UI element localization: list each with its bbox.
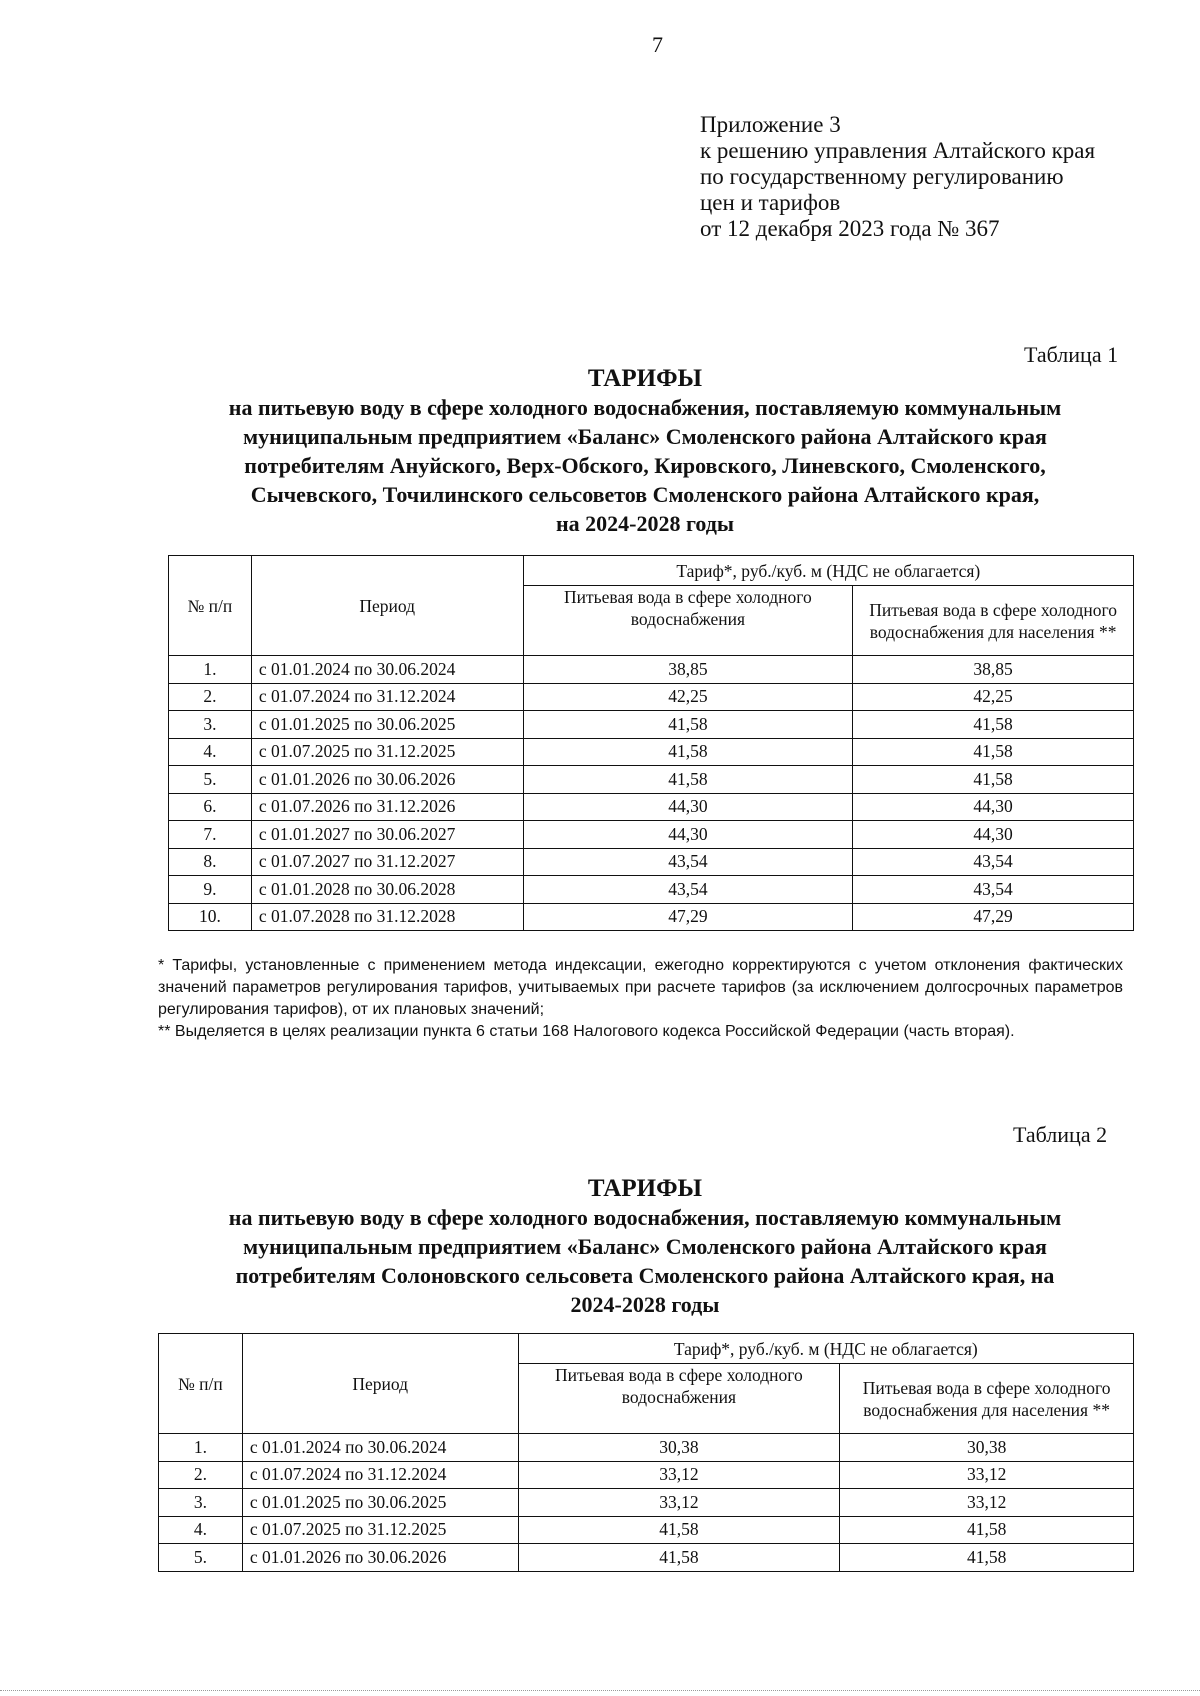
row-period: с 01.01.2025 по 30.06.2025: [242, 1489, 518, 1517]
row-value-population: 33,12: [840, 1461, 1134, 1489]
row-value-water: 47,29: [523, 903, 853, 931]
header-num: № п/п: [169, 556, 252, 656]
row-value-population: 41,58: [840, 1544, 1134, 1572]
header-col2: Питьевая вода в сфере холодного водоснабжения для населения **: [840, 1364, 1134, 1434]
row-period: с 01.01.2024 по 30.06.2024: [242, 1434, 518, 1462]
table-row: [169, 793, 1134, 821]
table1-subtitle-line: на 2024-2028 годы: [555, 511, 735, 536]
header-col1: Питьевая вода в сфере холодного водоснабжения: [518, 1364, 840, 1434]
table2-subtitle-line: 2024-2028 годы: [570, 1292, 720, 1317]
row-value-water: 41,58: [523, 738, 853, 766]
row-value-water: 41,58: [518, 1516, 840, 1544]
table-row: [169, 876, 1134, 904]
row-number: 2.: [169, 683, 252, 711]
table1-title: ТАРИФЫ: [587, 365, 703, 392]
row-number: 8.: [169, 848, 252, 876]
header-num: № п/п: [159, 1334, 243, 1434]
row-number: 9.: [169, 876, 252, 904]
row-value-water: 38,85: [523, 656, 853, 684]
row-period: с 01.07.2026 по 31.12.2026: [251, 793, 523, 821]
row-number: 5.: [169, 766, 252, 794]
row-value-population: 44,30: [853, 793, 1134, 821]
table-row: [159, 1434, 1134, 1462]
row-value-population: 41,58: [840, 1516, 1134, 1544]
row-value-water: 41,58: [523, 766, 853, 794]
table-row: [169, 848, 1134, 876]
row-number: 1.: [159, 1434, 243, 1462]
table-row: [159, 1544, 1134, 1572]
header-col1: Питьевая вода в сфере холодного водоснабжения: [523, 586, 853, 656]
row-number: 1.: [169, 656, 252, 684]
row-number: 4.: [169, 738, 252, 766]
table2-title: ТАРИФЫ: [587, 1175, 703, 1202]
appendix-line: Приложение 3: [700, 112, 841, 137]
row-value-water: 43,54: [523, 876, 853, 904]
row-value-population: 47,29: [853, 903, 1134, 931]
row-value-population: 43,54: [853, 848, 1134, 876]
row-number: 3.: [159, 1489, 243, 1517]
row-value-population: 42,25: [853, 683, 1134, 711]
tariff-table-1: [168, 555, 1134, 931]
header-col2: Питьевая вода в сфере холодного водоснабжения для населения **: [853, 586, 1134, 656]
footnotes: [158, 955, 1123, 1043]
table2-title-block: [150, 1174, 1140, 1319]
table2-label: Таблица 2: [1013, 1122, 1108, 1147]
table1-subtitle-line: Сычевского, Точилинского сельсоветов Смоленского района Алтайского края,: [250, 482, 1040, 507]
table-row: [169, 766, 1134, 794]
table-row: [159, 1516, 1134, 1544]
row-period: с 01.07.2028 по 31.12.2028: [251, 903, 523, 931]
row-value-population: 41,58: [853, 766, 1134, 794]
row-value-water: 43,54: [523, 848, 853, 876]
row-period: с 01.01.2024 по 30.06.2024: [251, 656, 523, 684]
table2-subtitle-line: потребителям Солоновского сельсовета Смоленского района Алтайского края, на: [235, 1263, 1055, 1288]
table1-label: Таблица 1: [1024, 342, 1119, 367]
footnote: ** Выделяется в целях реализации пункта 6 статьи 168 Налогового кодекса Российской Федерации (часть вторая).: [158, 1023, 1015, 1040]
row-period: с 01.07.2024 по 31.12.2024: [242, 1461, 518, 1489]
row-period: с 01.01.2026 по 30.06.2026: [242, 1544, 518, 1572]
table-row: [159, 1489, 1134, 1517]
row-value-population: 44,30: [853, 821, 1134, 849]
row-value-water: 44,30: [523, 821, 853, 849]
table-row: [169, 656, 1134, 684]
table2-subtitle-line: муниципальным предприятием «Баланс» Смоленского района Алтайского края: [243, 1234, 1047, 1259]
row-period: с 01.07.2025 по 31.12.2025: [251, 738, 523, 766]
row-period: с 01.07.2025 по 31.12.2025: [242, 1516, 518, 1544]
table-row: [169, 711, 1134, 739]
row-value-water: 42,25: [523, 683, 853, 711]
row-value-population: 38,85: [853, 656, 1134, 684]
row-number: 2.: [159, 1461, 243, 1489]
header-period: Период: [242, 1334, 518, 1434]
table1-subtitle-line: муниципальным предприятием «Баланс» Смоленского района Алтайского края: [243, 424, 1047, 449]
page-number: 7: [652, 32, 663, 57]
header-period: Период: [251, 556, 523, 656]
appendix-line: по государственному регулированию: [700, 164, 1064, 189]
table1-subtitle-line: на питьевую воду в сфере холодного водоснабжения, поставляемую коммунальным: [228, 395, 1062, 420]
table2-subtitle-line: на питьевую воду в сфере холодного водоснабжения, поставляемую коммунальным: [228, 1205, 1062, 1230]
row-period: с 01.01.2027 по 30.06.2027: [251, 821, 523, 849]
table1-subtitle-line: потребителям Ануйского, Верх-Обского, Кировского, Линевского, Смоленского,: [244, 453, 1046, 478]
scan-edge-line: [0, 1690, 1200, 1692]
row-value-water: 44,30: [523, 793, 853, 821]
row-value-population: 30,38: [840, 1434, 1134, 1462]
row-number: 5.: [159, 1544, 243, 1572]
row-value-water: 30,38: [518, 1434, 840, 1462]
appendix-block: [700, 112, 1095, 242]
row-number: 3.: [169, 711, 252, 739]
appendix-line: цен и тарифов: [700, 190, 841, 215]
row-number: 6.: [169, 793, 252, 821]
row-value-water: 33,12: [518, 1461, 840, 1489]
row-period: с 01.07.2027 по 31.12.2027: [251, 848, 523, 876]
row-period: с 01.01.2025 по 30.06.2025: [251, 711, 523, 739]
row-value-population: 41,58: [853, 738, 1134, 766]
row-period: с 01.01.2028 по 30.06.2028: [251, 876, 523, 904]
tariff-table-2: [158, 1333, 1134, 1572]
table-row: [159, 1461, 1134, 1489]
appendix-line: к решению управления Алтайского края: [700, 138, 1096, 163]
row-value-population: 33,12: [840, 1489, 1134, 1517]
appendix-line: от 12 декабря 2023 года № 367: [700, 216, 1000, 241]
row-number: 4.: [159, 1516, 243, 1544]
row-number: 7.: [169, 821, 252, 849]
row-value-water: 33,12: [518, 1489, 840, 1517]
table-row: [169, 821, 1134, 849]
table-row: [169, 738, 1134, 766]
row-value-population: 41,58: [853, 711, 1134, 739]
row-value-population: 43,54: [853, 876, 1134, 904]
row-period: с 01.01.2026 по 30.06.2026: [251, 766, 523, 794]
table-row: [169, 903, 1134, 931]
row-period: с 01.07.2024 по 31.12.2024: [251, 683, 523, 711]
header-tariff: Тариф*, руб./куб. м (НДС не облагается): [518, 1334, 1133, 1364]
row-value-water: 41,58: [518, 1544, 840, 1572]
row-number: 10.: [169, 903, 252, 931]
table1-title-block: [150, 364, 1140, 538]
footnote: * Тарифы, установленные с применением метода индексации, ежегодно корректируются с учетом отклонения фактических значений параметров регулирования тарифов, учитываемых при расчете тарифов (за исключением долгосрочных параметров регулирования тарифов), от их плановых значений;: [158, 957, 1123, 1018]
table-row: [169, 683, 1134, 711]
header-tariff: Тариф*, руб./куб. м (НДС не облагается): [523, 556, 1133, 586]
row-value-water: 41,58: [523, 711, 853, 739]
